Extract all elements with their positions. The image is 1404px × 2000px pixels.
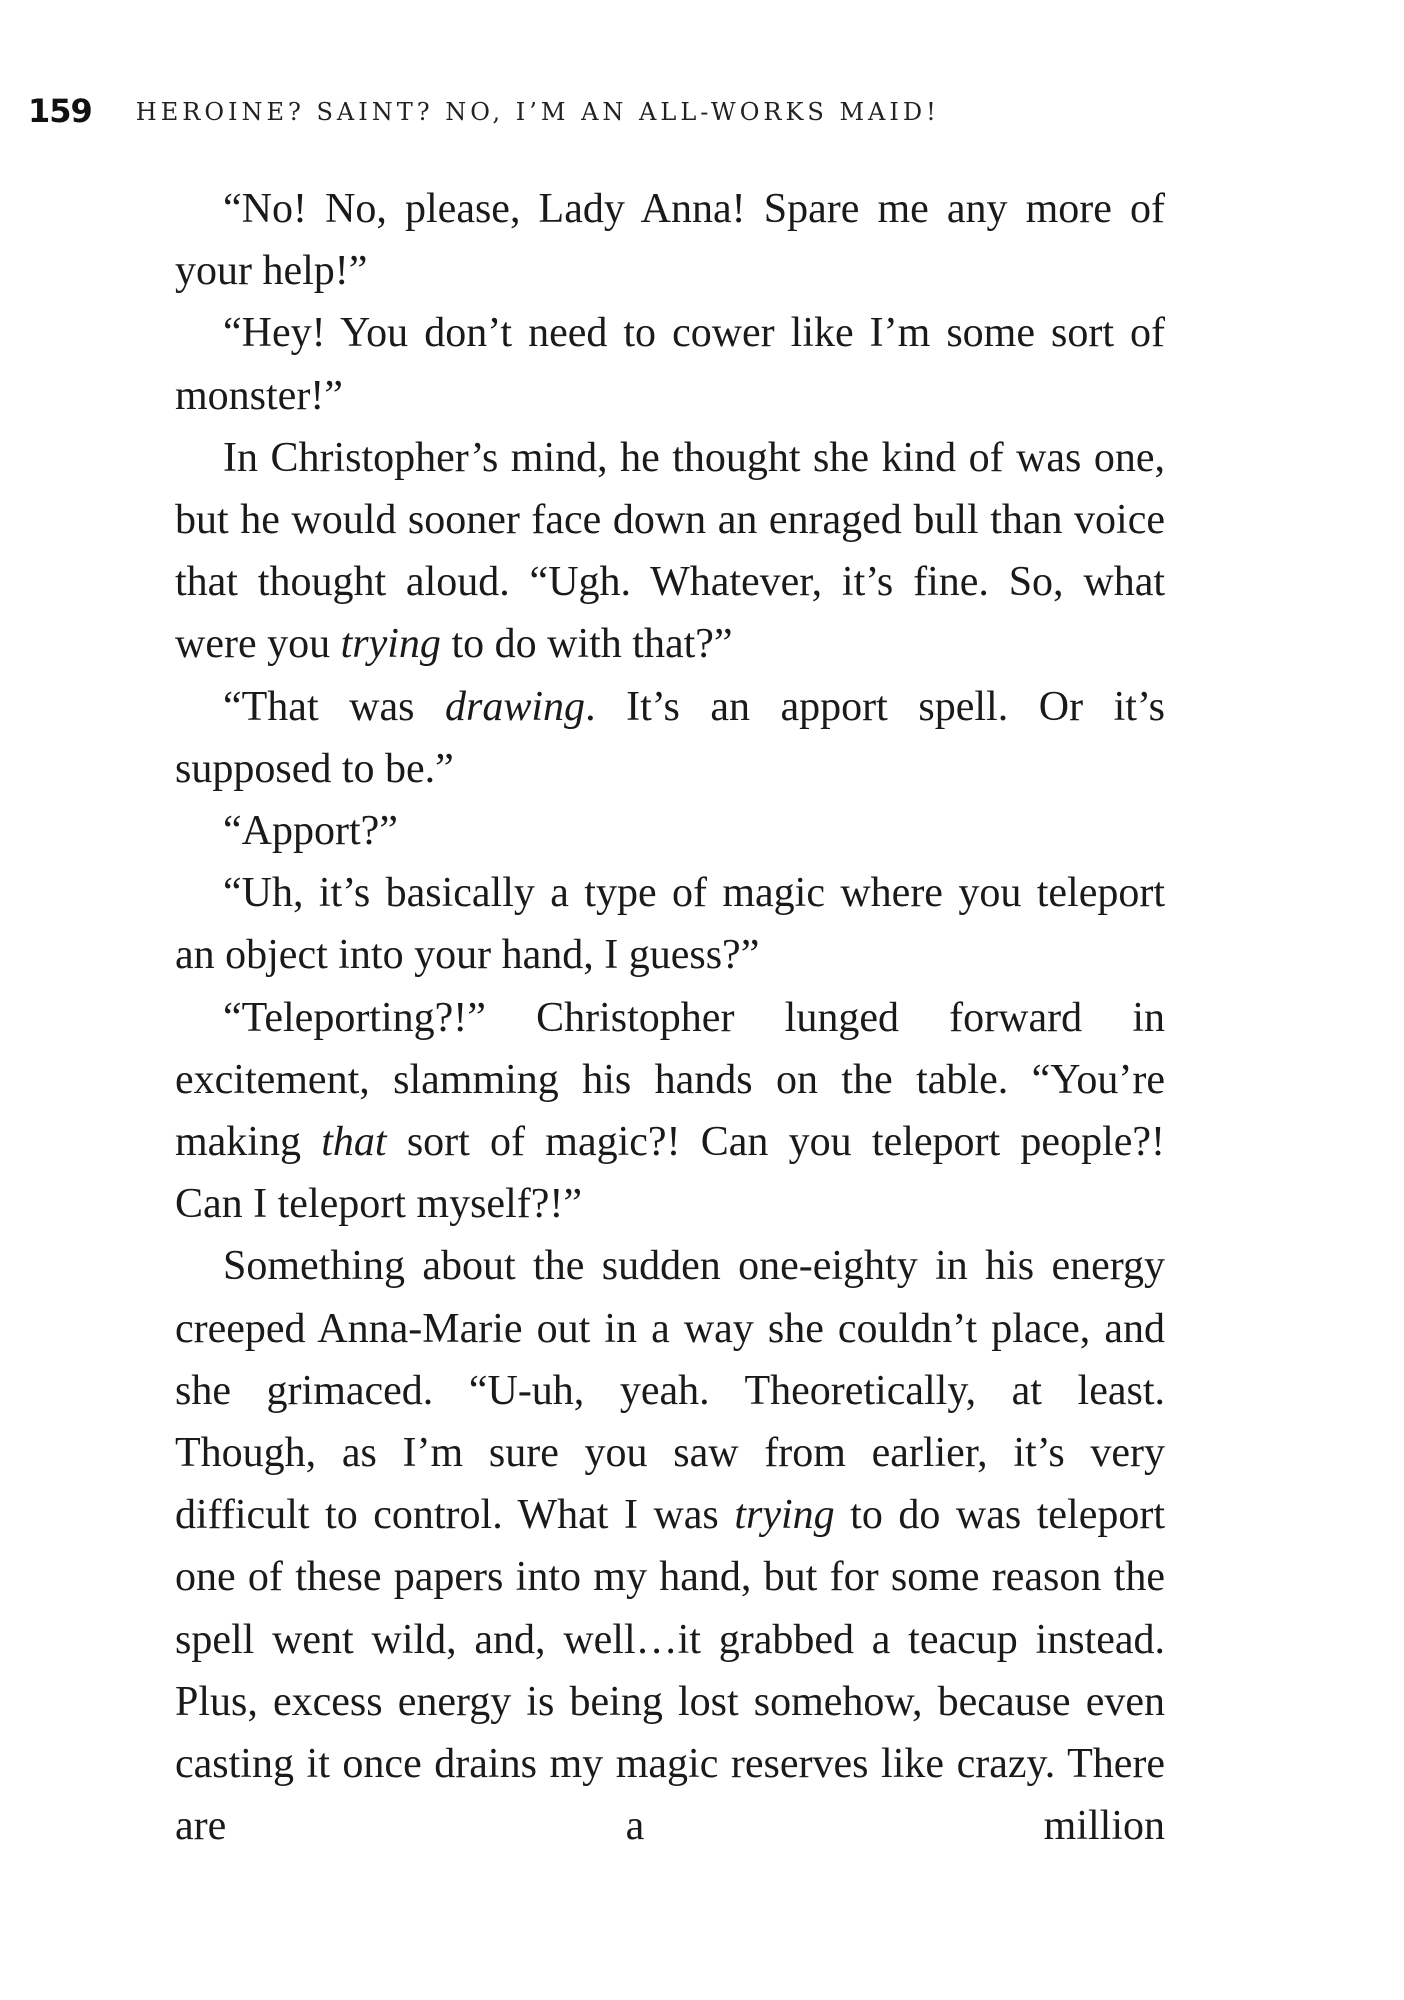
paragraph-text: sort of magic?! Can you teleport people?! Can I teleport myself?!” (175, 1119, 1166, 1228)
paragraph-text: “Teleporting?!” Christopher lunged forward in excitement, slamming his hands on the table. “You’re making (175, 994, 1165, 1166)
paragraph-text: “No! No, please, Lady Anna! Spare me any more of your help!” (175, 186, 1165, 295)
paragraph-text: “That was (223, 683, 446, 730)
body-text (175, 178, 1165, 1857)
paragraph (175, 178, 1165, 302)
emphasis: trying (734, 1492, 835, 1539)
paragraph-text: “Apport?” (223, 808, 398, 855)
paragraph (175, 676, 1165, 800)
emphasis: drawing (445, 683, 586, 730)
paragraph (175, 987, 1165, 1236)
paragraph-text: . It’s an apport spell. Or it’s supposed to be.” (175, 683, 1165, 792)
emphasis: that (321, 1119, 387, 1166)
paragraph-text: to do was teleport one of these papers into my hand, but for some reason the spell went wild, and, well…it grabbed a teacup instead. Plus, excess energy is being lost somehow, because even casting it once drains my magic reserves like crazy. There are a million (175, 1492, 1165, 1850)
paragraph (175, 302, 1165, 426)
paragraph (175, 1235, 1165, 1857)
paragraph-text: In Christopher’s mind, he thought she kind of was one, but he would sooner face down an enraged bull than voice that thought aloud. “Ugh. Whatever, it’s fine. So, what were you (175, 434, 1165, 668)
paragraph (175, 800, 1165, 862)
paragraph-text: to do with that?” (440, 621, 733, 668)
running-header (28, 92, 940, 136)
paragraph-text: “Hey! You don’t need to cower like I’m some sort of monster!” (175, 310, 1165, 419)
page-number: 159 (28, 92, 92, 130)
paragraph-text: “Uh, it’s basically a type of magic where you teleport an object into your hand, I guess?” (175, 870, 1165, 979)
paragraph (175, 862, 1165, 986)
running-title: HEROINE? SAINT? NO, I’M AN ALL-WORKS MAID! (135, 98, 940, 126)
emphasis: trying (340, 621, 441, 668)
paragraph-text: Something about the sudden one-eighty in his energy creeped Anna-Marie out in a way she couldn’t place, and she grimaced. “U-uh, yeah. Theoretically, at least. Though, as I’m sure you saw from earlier, it’s very difficult to control. What I was (175, 1243, 1165, 1539)
paragraph (175, 427, 1165, 676)
